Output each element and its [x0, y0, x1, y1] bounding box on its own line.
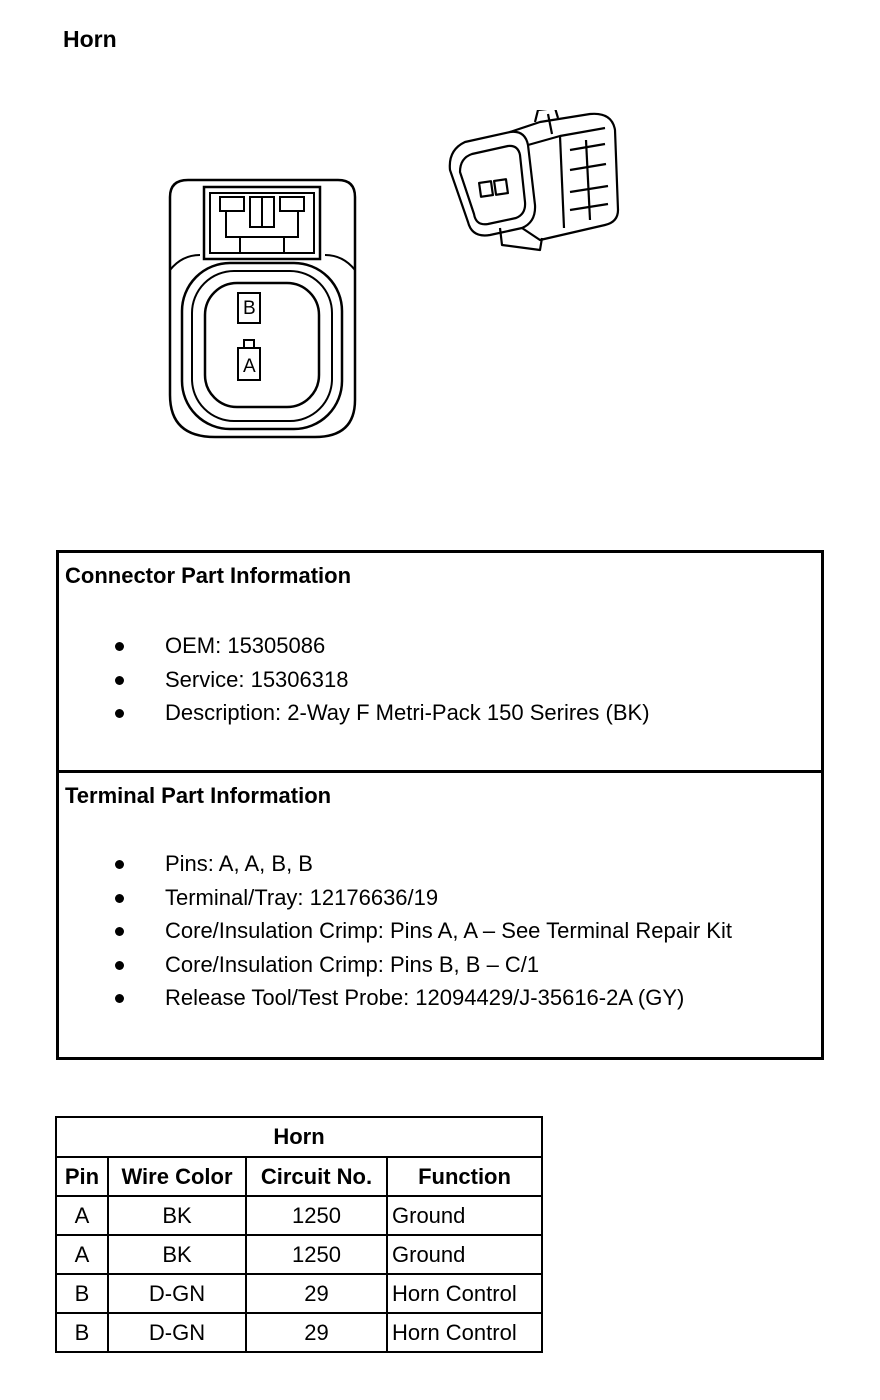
part-info-box — [56, 550, 824, 1060]
cell-function: Ground — [387, 1235, 542, 1274]
cell-wire-color: BK — [108, 1235, 246, 1274]
pin-table — [55, 1116, 543, 1353]
connector-info-heading: Connector Part Information — [65, 563, 352, 588]
bullet-icon — [115, 894, 124, 903]
connector-part-info: Connector Part Information OEM: 15305086 Service: 15306318 Description: 2-Way F Metri-Pack 150 Serires (BK) — [59, 553, 821, 773]
bullet-icon — [115, 994, 124, 1003]
bullet-icon — [115, 676, 124, 685]
bullet-icon — [115, 927, 124, 936]
cell-circuit-no: 29 — [246, 1313, 387, 1352]
cell-pin: A — [56, 1235, 108, 1274]
table-header-row — [56, 1157, 542, 1196]
cell-circuit-no: 1250 — [246, 1235, 387, 1274]
pin-label-a: A — [243, 356, 256, 377]
bullet-icon — [115, 709, 124, 718]
pin-label-b: B — [243, 298, 256, 319]
cell-circuit-no: 1250 — [246, 1196, 387, 1235]
cell-pin: B — [56, 1313, 108, 1352]
cell-pin: A — [56, 1196, 108, 1235]
table-row — [56, 1196, 542, 1235]
cell-wire-color: BK — [108, 1196, 246, 1235]
terminal-info-heading: Terminal Part Information — [65, 783, 332, 808]
header-pin: Pin — [56, 1157, 108, 1196]
cell-circuit-no: 29 — [246, 1274, 387, 1313]
cell-function: Ground — [387, 1196, 542, 1235]
table-row — [56, 1274, 542, 1313]
cell-function: Horn Control — [387, 1313, 542, 1352]
connector-isometric-view — [440, 110, 625, 255]
terminal-part-info: Terminal Part Information Pins: A, A, B, B Terminal/Tray: 12176636/19 Core/Insulation Crimp: Pins A, A – See Terminal Repair Kit Core/Insulation Crimp: Pins B, B – C/1 Release Tool/Test Probe: 12094429/J-35616-2A (GY) — [65, 783, 732, 1010]
cell-wire-color: D-GN — [108, 1274, 246, 1313]
table-caption-row — [56, 1117, 542, 1157]
header-circuit-no: Circuit No. — [246, 1157, 387, 1196]
cell-function: Horn Control — [387, 1274, 542, 1313]
bullet-icon — [115, 642, 124, 651]
table-row — [56, 1313, 542, 1352]
connector-front-view — [160, 175, 360, 445]
bullet-icon — [115, 961, 124, 970]
table-row — [56, 1235, 542, 1274]
cell-wire-color: D-GN — [108, 1313, 246, 1352]
bullet-icon — [115, 860, 124, 869]
page-title: Horn — [63, 26, 117, 52]
header-function: Function — [387, 1157, 542, 1196]
header-wire-color: Wire Color — [108, 1157, 246, 1196]
cell-pin: B — [56, 1274, 108, 1313]
table-caption: Horn — [56, 1117, 542, 1157]
